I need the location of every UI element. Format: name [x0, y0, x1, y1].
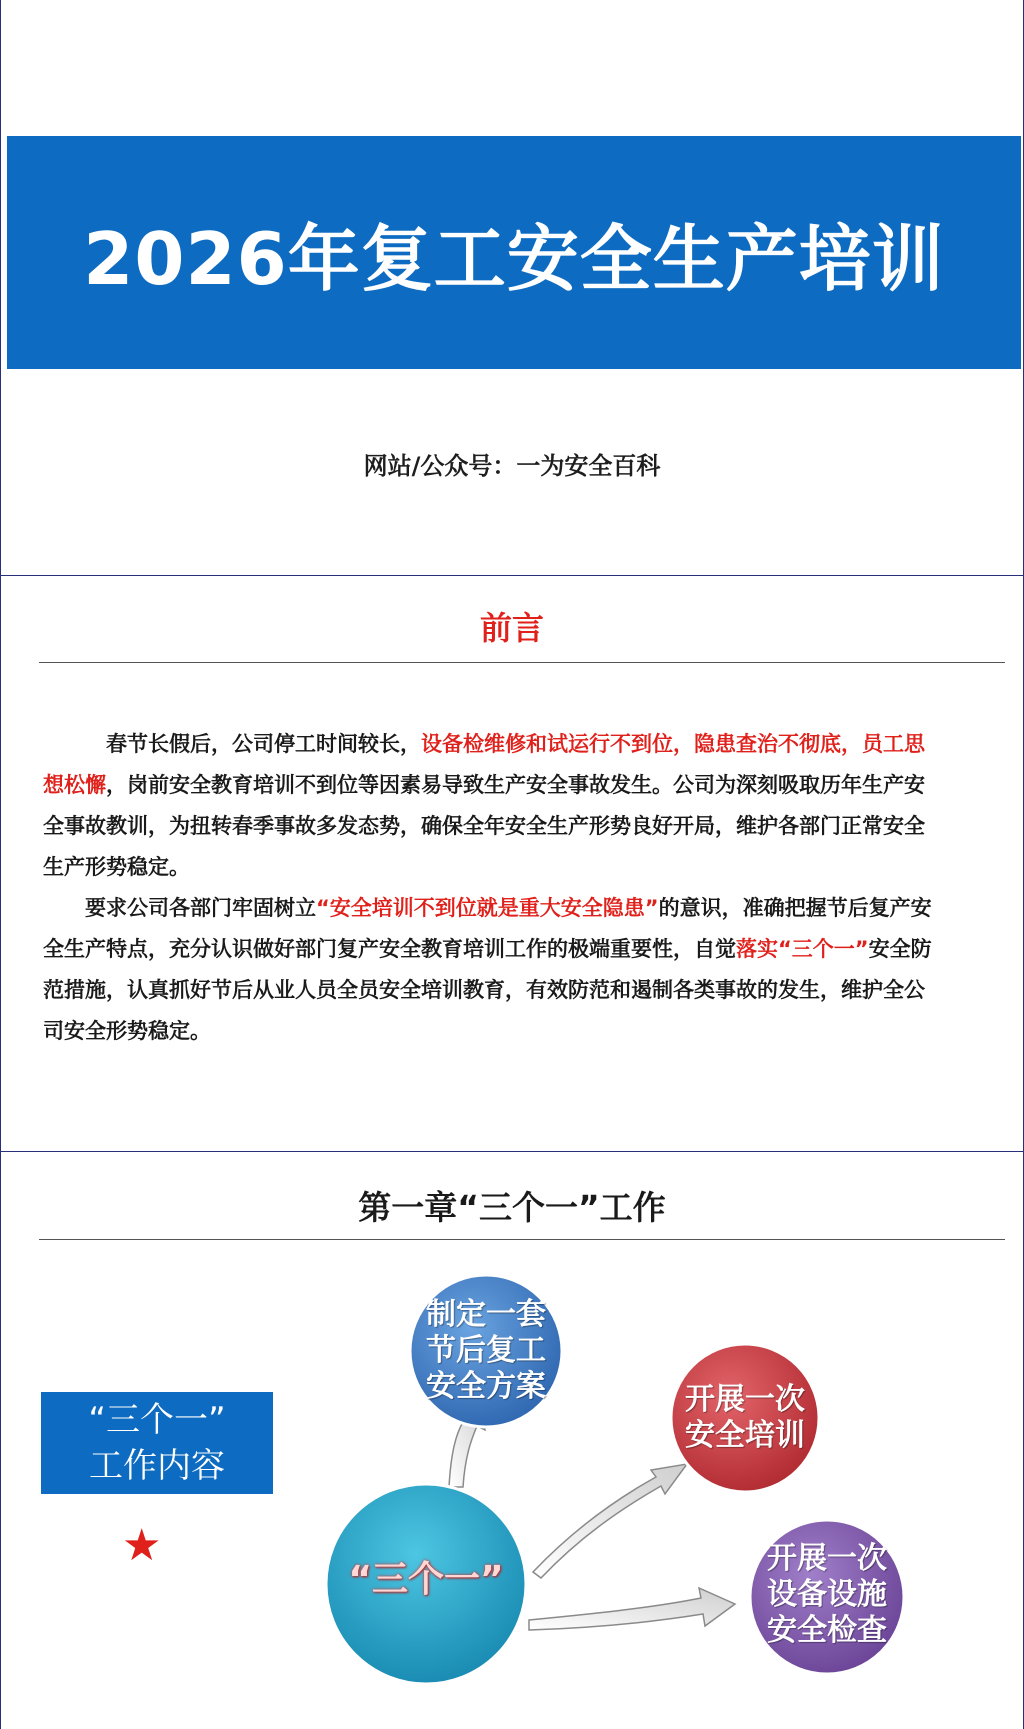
bubble-inspection-label [750, 1541, 904, 1649]
arrow-to-training [533, 1464, 687, 1578]
heading-divider [39, 662, 1005, 663]
bubble-training-line: 安全培训 [685, 1418, 805, 1453]
text-run: ，岗前安全教育培训不到位等因素易导致生产安全事故发生。公司为深刻吸取历年生产安全事故教训，为扭转春季事故多发态势，确保全年安全生产形势良好开局，维护各部门正常安全生产形势稳定。 [43, 773, 925, 879]
subtitle: 网站/公众号：一为安全百科 [363, 452, 661, 480]
bubble-plan-label [410, 1297, 562, 1405]
text-run-red: 落实“三个一” [736, 937, 869, 961]
bubble-inspection-line: 设备设施 [767, 1577, 887, 1612]
slide-chapter-one [0, 1152, 1024, 1729]
slide-preface [0, 576, 1024, 1152]
bubble-plan-line: 制定一套 [426, 1297, 546, 1332]
text-run-red: 设备检维修和试运行不到位 [421, 732, 673, 756]
text-run-red: “安全培训不到位就是重大安全隐患” [316, 896, 659, 920]
preface-paragraph-2 [43, 888, 943, 1052]
chapter-heading: 第一章“三个一”工作 [358, 1188, 666, 1227]
text-run-red: ， [841, 732, 862, 756]
text-run-red: 员工思想松懈 [43, 732, 925, 797]
text-run: 的意识，准确把握节后复产安全生产特点，充分认识做好部门复产安全教育培训工作的极端重要性，自觉 [43, 896, 932, 961]
page-title: 2026年复工安全生产培训 [83, 216, 945, 301]
text-run-red: 隐患查治不彻底 [694, 732, 841, 756]
preface-body [43, 724, 943, 1052]
content-label-line-2: 工作内容 [89, 1446, 225, 1486]
bubble-training-line: 开展一次 [685, 1382, 805, 1417]
bubble-training-label [671, 1382, 819, 1454]
text-run: 安全防范措施，认真抓好节后从业人员全员安全培训教育，有效防范和遏制各类事故的发生，维护全公司安全形势稳定。 [43, 937, 932, 1043]
bubble-inspection-line: 安全检查 [767, 1613, 887, 1648]
center-label: “三个一” [348, 1559, 504, 1600]
bubble-plan-line: 安全方案 [426, 1369, 546, 1404]
text-run: 春节长假后，公司停工时间较长， [106, 732, 421, 756]
preface-paragraph-1 [43, 724, 943, 888]
slide-title [0, 0, 1024, 576]
text-run-red: ， [673, 732, 694, 756]
arrow-to-inspection [529, 1588, 735, 1630]
text-run: 要求公司各部门牢固树立 [85, 896, 316, 920]
bubble-inspection-line: 开展一次 [767, 1541, 887, 1576]
title-banner [7, 136, 1021, 369]
star-icon: ★ [122, 1520, 162, 1571]
bubble-plan-line: 节后复工 [426, 1333, 546, 1368]
content-label-line-1: “三个一” [88, 1400, 226, 1440]
preface-heading: 前言 [479, 609, 544, 647]
